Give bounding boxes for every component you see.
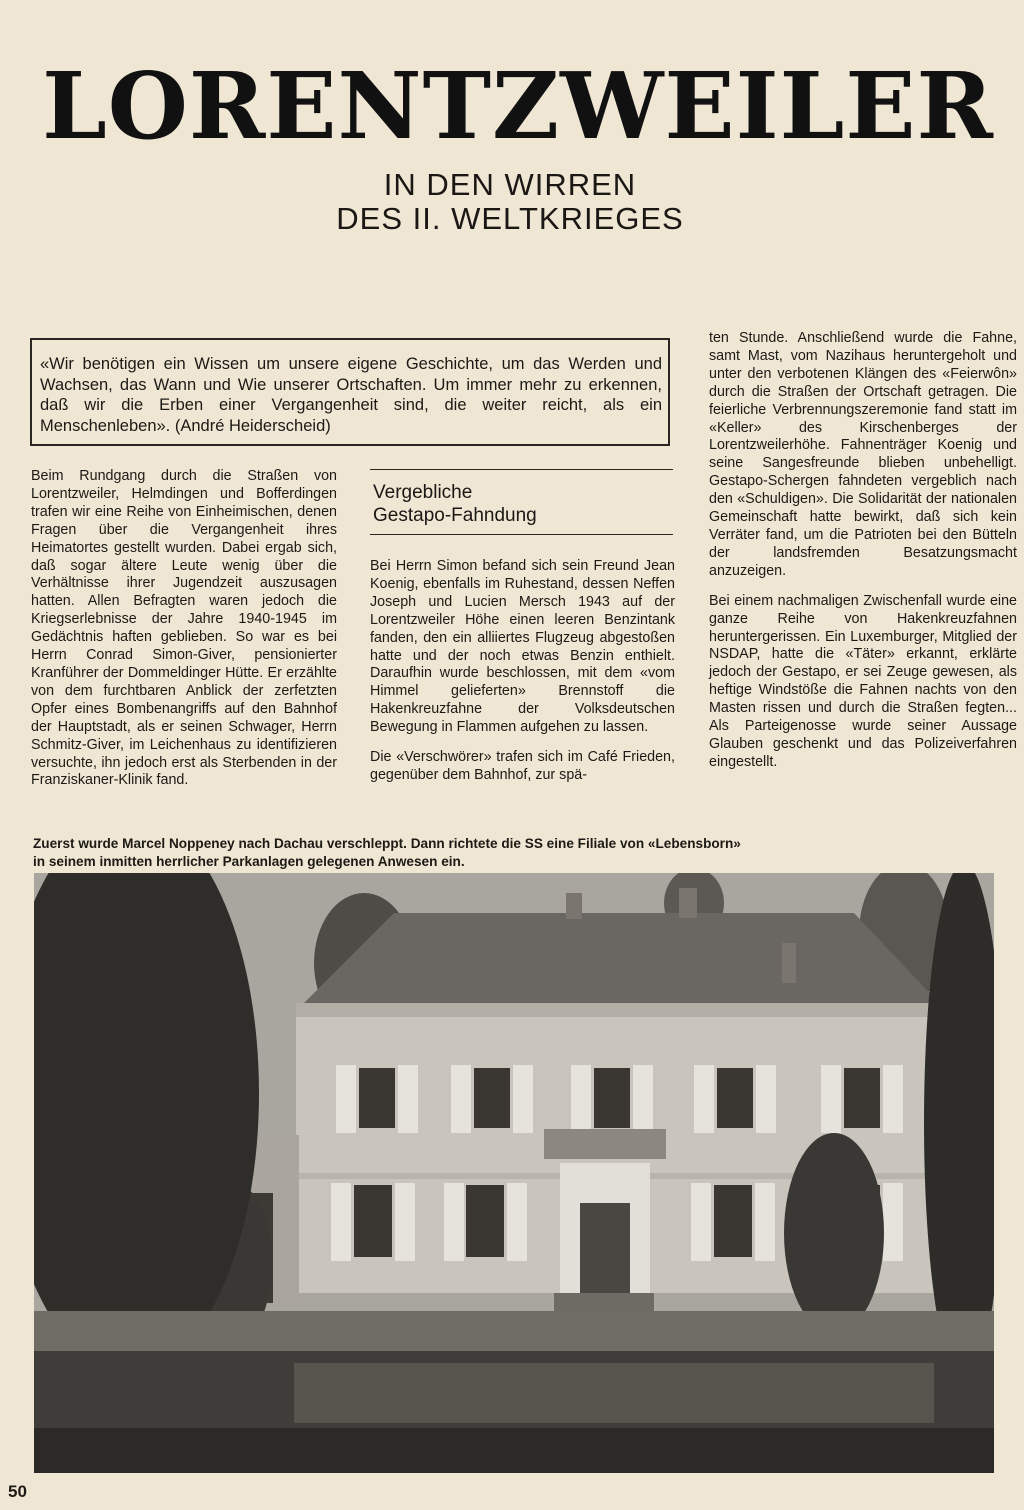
column-2-paragraph-1: Bei Herrn Simon befand sich sein Freund Jean Koenig, ebenfalls im Ruhestand, dessen Neffen Joseph und Lucien Mersch 1943 auf der Lorentzweiler Höhe einen leeren Benzintank fanden, den ein alliiertes Flugzeug abgestoßen hatte und der noch etwas Benzin enthielt. Daraufhin wurde beschlossen, mit dem «vom Himmel gelieferten» Brennstoff die Hakenkreuzfahne der Volksdeutschen Bewegung in Flammen aufgehen zu lassen. [370,558,675,736]
manor-house-photo [34,873,994,1473]
entrance-steps [554,1293,654,1311]
page-number: 50 [8,1482,27,1501]
shrub [784,1133,884,1333]
section-heading [373,481,673,527]
intro-quote-box: «Wir benötigen ein Wissen um unsere eigene Geschichte, um das Werden und Wachsen, das Wann und Wie unserer Ortschaften. Um immer mehr zu erkennen, daß wir die Erben einer Vergangenheit sind, die weiter reicht, als ein Menschenleben». (André Heiderscheid) [30,338,670,446]
lawn [34,1311,994,1351]
chimney [782,943,796,983]
house-reflection [294,1363,934,1423]
column-3-paragraph-1: ten Stunde. Anschließend wurde die Fahne, samt Mast, vom Nazihaus heruntergeholt und unter den verbotenen Klängen des «Feierwôn» durch die Straßen der Ortschaft getragen. Die feierliche Verbrennungszeremonie fand statt im «Keller» des Kirschenberges der Lorentzweilerhöhe. Fahnenträger Koenig und seine Sangesfreunde blieben unbehelligt. Gestapo-Schergen fahndeten vergeblich nach den «Schuldigen». Die Solidarität der nationalen Gemeinschaft hatte bewirkt, daß sich kein Verräter fand, um die Patrioten bei den Bütteln der landsfremden Besatzungsmacht anzuzeigen. [709,330,1017,579]
column-3-paragraph-2: Bei einem nachmaligen Zwischenfall wurde eine ganze Reihe von Hakenkreuzfahnen heruntergerissen. Ein Luxemburger, Mitglied der NSDAP, hatte die «Täter» erkannt, erklärte jedoch der Gestapo, er sei Zeuge gewesen, als heftige Windstöße die Fahnen nachts von den Masten rissen und durch die Straßen fegten... Als Parteigenosse wurde seiner Aussage Glauben geschenkt und das Polizeiverfahren eingestellt. [709,592,1017,770]
column-2-paragraph-2: Die «Verschwörer» trafen sich im Café Frieden, gegenüber dem Bahnhof, zur spä- [370,749,675,783]
cornice [296,1003,936,1017]
subtitle [300,168,720,236]
section-heading-line-1: Vergebliche [373,482,473,503]
article-column-2 [370,558,675,797]
chimney [566,893,582,919]
foreground-reeds [34,1428,994,1473]
chimney [679,888,697,918]
photo-caption [33,835,853,870]
section-heading-line-2: Gestapo-Fahndung [373,505,537,526]
headline: LORENTZWEILER [42,52,994,160]
subtitle-line-2: DES II. WELTKRIEGES [336,201,684,236]
manor-house-illustration [34,873,994,1473]
caption-line-1: Zuerst wurde Marcel Noppeney nach Dachau verschleppt. Dann richtete die SS eine Filiale von «Lebensborn» [33,836,741,851]
balcony [544,1129,666,1159]
column-1-paragraph-1: Beim Rundgang durch die Straßen von Lorentzweiler, Helmdingen und Bofferdingen trafen wir eine Reihe von Einheimischen, denen Fragen über die Vergangenheit ihres Heimatortes gestellt wurden. Dabei ergab sich, daß sogar ältere Leute wenig über die Verhältnisse ihrer Jugendzeit auszusagen hatten. Allen Befragten waren jedoch die Kriegserlebnisse der Jahre 1940-1945 im Gedächtnis haften geblieben. So war es bei Herrn Conrad Simon-Giver, pensionierter Kranführer der Dommeldinger Hütte. Er erzählte von dem furchtbaren Anblick der zerfetzten Opfer eines Bombenangriffs auf den Bahnhof der Hauptstadt, als er seinen Schwager, Herrn Schmitz-Giver, im Leichenhaus zu identifizieren versuchte, ihn jedoch erst als Sterbenden in der Franziskaner-Klinik fand. [31,468,337,789]
article-column-3 [709,330,1017,784]
entrance-door [580,1203,630,1293]
section-rule-top [370,469,673,470]
caption-line-2: in seinem inmitten herrlicher Parkanlagen gelegenen Anwesen ein. [33,853,465,869]
roof [304,913,939,1003]
article-column-1 [31,468,337,802]
subtitle-line-1: IN DEN WIRREN [383,167,637,202]
section-rule-bottom [370,534,673,535]
